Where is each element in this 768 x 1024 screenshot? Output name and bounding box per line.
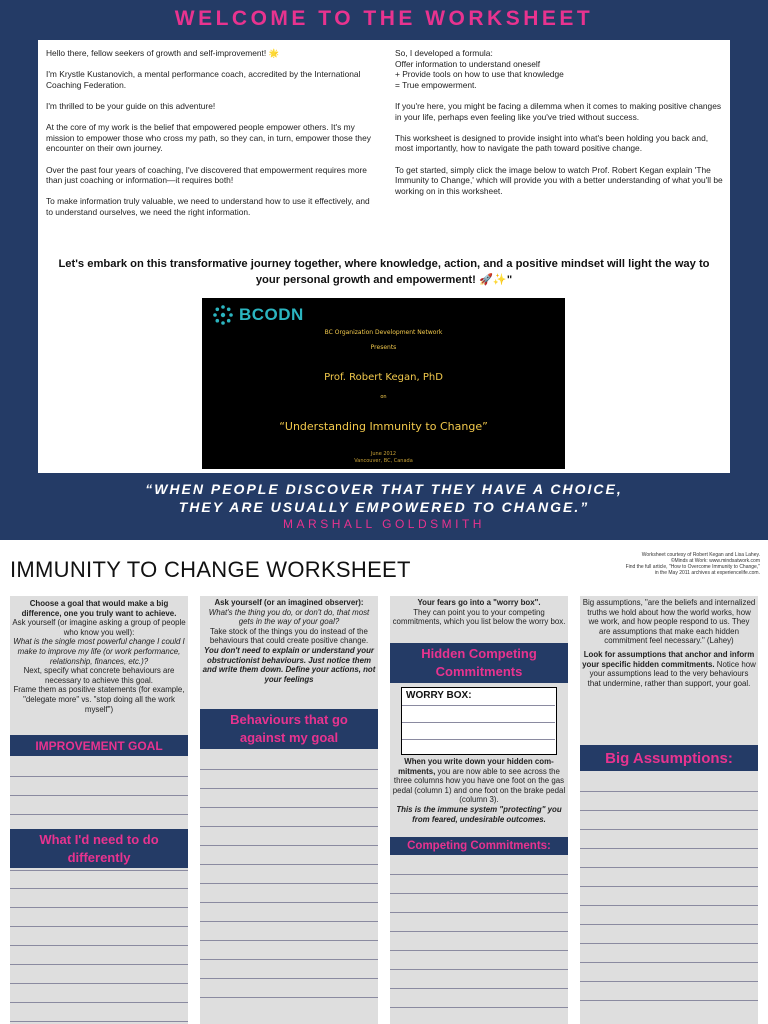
column-big-assumptions — [580, 596, 758, 1024]
column-explanation — [392, 757, 566, 824]
column-behaviours — [200, 596, 378, 1024]
embark-statement: Let's embark on this transformative journey together, where knowledge, action, and a positive mindset will light the way to your personal growth and empowerment! 🚀✨" — [58, 258, 710, 286]
video-thumbnail[interactable] — [202, 298, 565, 469]
behaviours-header: Behaviours that go against my goal — [200, 709, 378, 749]
column-improvement-goal — [10, 596, 188, 1024]
video-presents: Presents — [370, 344, 397, 351]
intro-right-column — [395, 48, 725, 207]
intro-card — [38, 40, 730, 473]
quote — [0, 480, 768, 516]
what-id-need-header: What I'd need to do differently — [10, 829, 188, 868]
instruction-bold: Choose a goal that would make a big difference, one you truly want to achieve. — [21, 599, 177, 618]
intro-paragraph: If you're here, you might be facing a dilemma when it comes to making positive changes in your life, perhaps even feeling like you've tried without success. — [395, 100, 722, 122]
instruction-italic: What's the thing you do, or don't do, that most gets in the way of your goal? — [208, 607, 370, 627]
explanation-bold-italic: This is the immune system "protecting" you from feared, undesirable outcomes. — [396, 804, 562, 824]
instruction-text: Take stock of the things you do instead of the behaviours that could create positive change. — [209, 626, 369, 646]
quote-line: “WHEN PEOPLE DISCOVER THAT THEY HAVE A CHOICE, — [145, 481, 623, 497]
instruction-bold: Your fears go into a "worry box". — [417, 598, 541, 607]
intro-paragraph: This worksheet is designed to provide insight into what's been holding you back and, most importantly, how to navigate the path toward positive change. — [395, 132, 709, 154]
instruction-text: Big assumptions, "are the beliefs and internalized truths we hold about how the world works, how we work, and how people respond to us. They are assumptions that make each hidden commitment feel necessary." (Lahey) — [582, 598, 756, 646]
instruction-bold: Ask yourself (or an imagined observer): — [214, 598, 364, 607]
intro-paragraph: To make information truly valuable, we need to understand how to use it effectively, and to understand ourselves, we need the right information. — [46, 196, 370, 217]
instruction-text: They can point you to your competing commitments, which you list below the worry box. — [392, 607, 566, 627]
column-instructions — [582, 598, 756, 688]
video-date: June 2012 — [370, 451, 397, 457]
instruction-text: Frame them as positive statements (for example, "delegate more" vs. "stop doing all the work myself") — [13, 685, 185, 714]
worksheet-credit: Worksheet courtesy of Robert Kegan and Lisa Lahey. ©Minds at Work: www.mindsatwork.com Find the full article, "How to Overcome Immunity to Change," in the May 2011 archives at experiencelife.com. — [625, 552, 760, 576]
instruction-bold: Look for assumptions that anchor and inform your specific hidden commitments. — [582, 649, 755, 669]
intro-paragraph: To get started, simply click the image below to watch Prof. Robert Kegan explain 'The Immunity to Change,' which will provide you with a better understanding of what you'll be working on in this worksheet. — [395, 164, 723, 196]
column-instructions — [392, 598, 566, 627]
improvement-goal-header: IMPROVEMENT GOAL — [10, 735, 188, 756]
intro-paragraph: So, I developed a formula: Offer information to understand oneself + Provide tools on how to use that knowledge = True empowerment. — [395, 48, 564, 90]
video-org-name: BC Organization Development Network — [324, 329, 443, 336]
explanation-text: you are now able to see across the three columns how you have one foot on the gas pedal (column 1) and one foot on the brake pedal (column 3). — [392, 766, 566, 805]
explanation-bold: When you write down your hidden com- mitments, — [398, 757, 554, 776]
quote-author: MARSHALL GOLDSMITH — [283, 517, 485, 531]
bcodn-logo-text: BCODN — [239, 305, 304, 324]
video-topic: “Understanding Immunity to Change” — [279, 420, 488, 433]
column-competing-commitments — [390, 596, 568, 1024]
worry-box-label: WORRY BOX: — [406, 690, 472, 701]
intro-paragraph: Hello there, fellow seekers of growth and self-improvement! 🌟 — [46, 48, 279, 58]
instruction-text: Notice how your assumptions lead to the very behaviours that undermine, rather than support, your goal. — [587, 659, 756, 688]
column-instructions — [202, 598, 376, 684]
big-assumptions-header: Big Assumptions: — [580, 745, 758, 771]
intro-paragraph: Over the past four years of coaching, I've discovered that empowerment requires more than just coaching or information—it requires both! — [46, 164, 367, 186]
video-on: on — [380, 394, 387, 400]
intro-left-column — [46, 48, 376, 228]
video-speaker: Prof. Robert Kegan, PhD — [324, 372, 443, 383]
welcome-title: WELCOME TO THE WORKSHEET — [174, 7, 594, 30]
worksheet-title: IMMUNITY TO CHANGE WORKSHEET — [10, 557, 411, 582]
instruction-bold-italic: You don't need to explain or understand your obstructionist behaviours. Just notice them and write them down. Define your actions, not your feelings — [202, 645, 376, 684]
column-instructions — [12, 599, 186, 714]
hidden-commitments-header: Hidden Competing Commitments — [390, 643, 568, 683]
competing-commitments-header: Competing Commitments: — [390, 837, 568, 855]
worry-box[interactable] — [401, 687, 557, 755]
instruction-italic: What is the single most powerful change I could I make to improve my life (or work performance, relationship, finances, etc.)? — [13, 637, 185, 666]
quote-line: THEY ARE USUALLY EMPOWERED TO CHANGE.” — [178, 499, 590, 515]
video-place: Vancouver, BC, Canada — [354, 458, 413, 464]
intro-paragraph: I'm Krystle Kustanovich, a mental performance coach, accredited by the International Coaching Federation. — [46, 69, 361, 90]
intro-paragraph: At the core of my work is the belief that empowered people empower others. It's my mission to empower those who cross my path, so they can, in turn, empower those they encounter on their own journey. — [46, 122, 371, 154]
bcodn-logo — [212, 304, 304, 326]
instruction-text: Ask yourself (or imagine asking a group of people who know you well): — [12, 618, 186, 637]
intro-paragraph: I'm thrilled to be your guide on this adventure! — [46, 100, 216, 111]
instruction-text: Next, specify what concrete behaviours are necessary to achieve this goal. — [23, 666, 175, 685]
bcodn-logo-icon — [212, 304, 234, 326]
